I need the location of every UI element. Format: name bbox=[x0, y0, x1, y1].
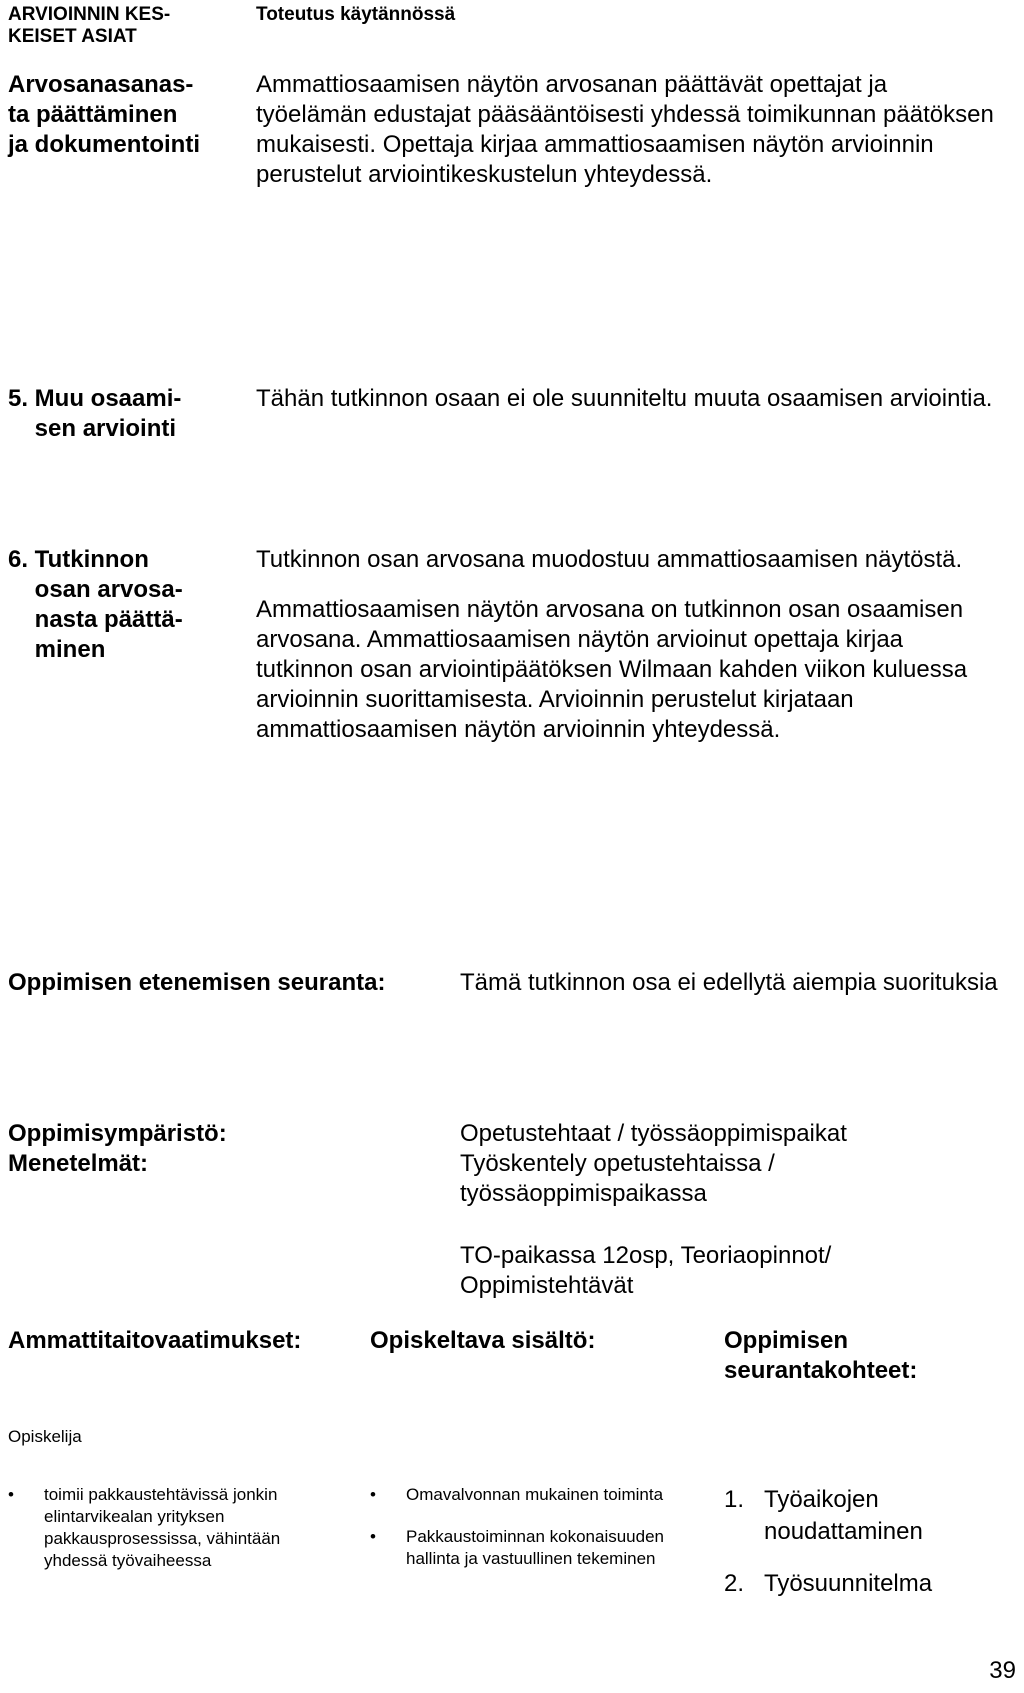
methods-line: Työskentely opetustehtaissa / työssäoppimispaikassa bbox=[460, 1150, 775, 1207]
paragraph: Tähän tutkinnon osaan ei ole suunniteltu muuta osaamisen arviointia. bbox=[256, 385, 993, 412]
bullet-icon: • bbox=[370, 1527, 376, 1546]
study-content-list bbox=[370, 1484, 680, 1590]
paragraph: Ammattiosaamisen näytön arvosana on tutkinnon osan osaamisen arvosana. Ammattiosaamisen näytön arvioinut opettaja kirjaa tutkinnon osan arviointipäätöksen Wilmaan kahden viikon kuluessa arvioinnin suorittamisesta. Arvioinnin perustelut kirjataan ammattiosaamisen näytön arvioinnin yhteydessä. bbox=[256, 596, 968, 743]
paragraph: Tutkinnon osan arvosana muodostuu ammattiosaamisen näytöstä. bbox=[256, 546, 963, 573]
progress-monitoring-value: Tämä tutkinnon osa ei edellytä aiempia suorituksia bbox=[460, 969, 998, 996]
student-intro: Opiskelija bbox=[8, 1427, 82, 1446]
column-header-assessment-items: ARVIOINNIN KES- KEISET ASIAT bbox=[8, 4, 171, 47]
list-item: • Pakkaustoiminnan kokonaisuuden hallinta ja vastuullinen tekeminen bbox=[370, 1527, 665, 1568]
list-item: 1. Työaikojen noudattaminen bbox=[724, 1486, 923, 1545]
study-content-title: Opiskeltava sisältö: bbox=[370, 1327, 596, 1354]
list-item: • Omavalvonnan mukainen toiminta bbox=[370, 1485, 664, 1504]
bullet-icon: • bbox=[370, 1485, 376, 1504]
competence-requirements-title: Ammattitaitovaatimukset: bbox=[8, 1327, 302, 1354]
bullet-icon: • bbox=[8, 1485, 14, 1504]
paragraph: Ammattiosaamisen näytön arvosanan päättävät opettajat ja työelämän edustajat pääsääntöisesti yhdessä toimikunnan päätöksen mukaisesti. Opettaja kirjaa ammattiosaamisen näytön arvioinnin perustelut arviointikeskustelun yhteydessä. bbox=[256, 71, 994, 188]
row-label-grade-decision: Arvosanasanas- ta päättäminen ja dokumentointi bbox=[8, 71, 200, 158]
monitoring-targets-list bbox=[724, 1484, 994, 1618]
environment-labels bbox=[8, 1119, 428, 1179]
row-content-other-assessment bbox=[256, 384, 996, 434]
row-content-grade-determination bbox=[256, 545, 996, 765]
row-label-grade-determination: 6. Tutkinnon osan arvosa- nasta päättä- minen bbox=[8, 546, 183, 663]
to-place-line: TO-paikassa 12osp, Teoriaopinnot/ Oppimistehtävät bbox=[460, 1242, 832, 1299]
environment-content bbox=[460, 1119, 1005, 1301]
page-number: 39 bbox=[989, 1657, 1016, 1684]
competence-list bbox=[8, 1484, 338, 1592]
progress-monitoring-label: Oppimisen etenemisen seuranta: bbox=[8, 969, 386, 996]
methods-label: Menetelmät: bbox=[8, 1150, 149, 1177]
list-item: • toimii pakkaustehtävissä jonkin elintarvikealan yrityksen pakkausprosessissa, vähintään yhdessä työvaiheessa bbox=[8, 1485, 281, 1570]
row-content-grade-decision bbox=[256, 70, 996, 210]
learning-environment-label: Oppimisympäristö: bbox=[8, 1120, 227, 1147]
list-item: 2. Työsuunnitelma bbox=[724, 1570, 933, 1597]
monitoring-targets-title: Oppimisen seurantakohteet: bbox=[724, 1327, 918, 1384]
column-header-implementation: Toteutus käytännössä bbox=[256, 4, 456, 25]
environment-line: Opetustehtaat / työssäoppimispaikat bbox=[460, 1120, 847, 1147]
row-label-other-assessment: 5. Muu osaami- sen arviointi bbox=[8, 385, 182, 442]
